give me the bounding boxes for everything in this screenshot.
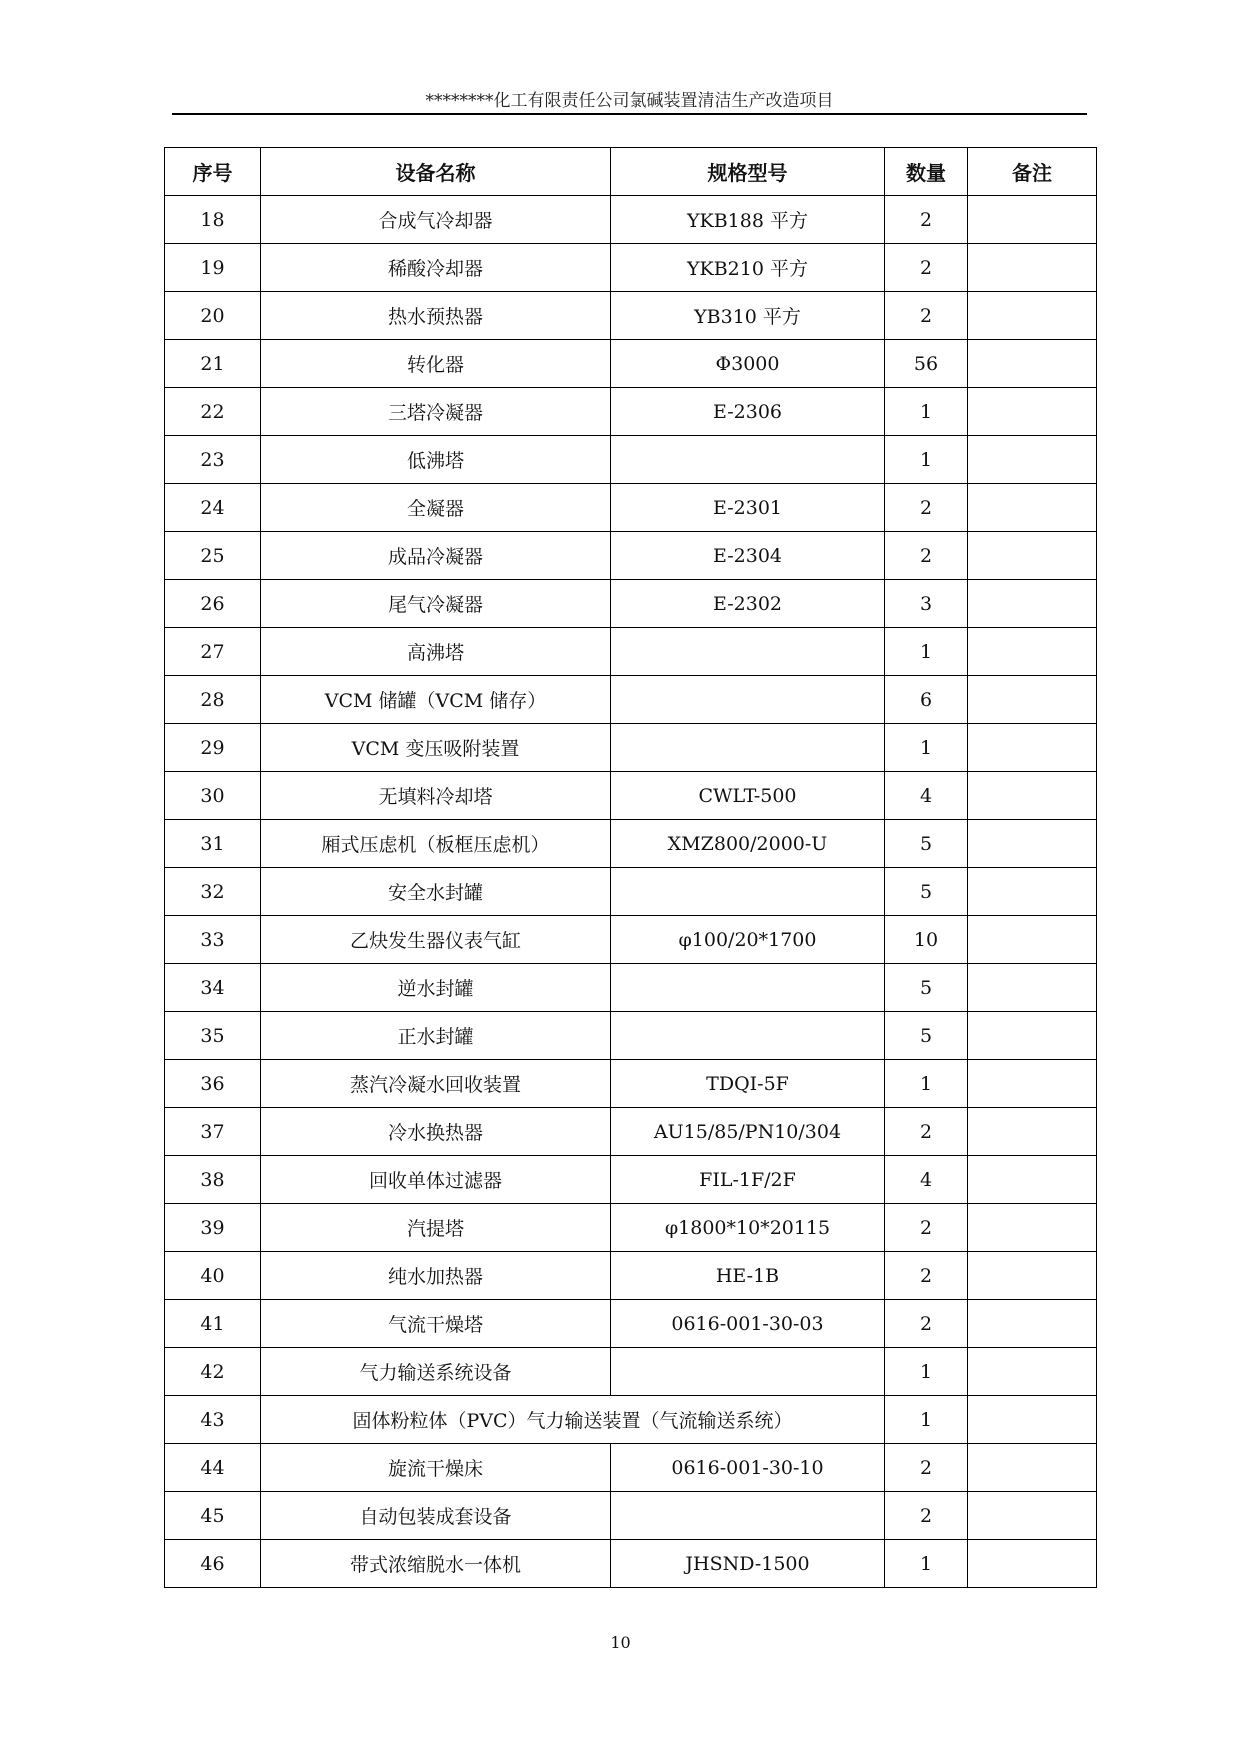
cell-no: 32 <box>165 868 261 916</box>
cell-spec: Φ3000 <box>611 340 885 388</box>
table-row <box>165 436 1097 484</box>
cell-qty: 1 <box>885 388 968 436</box>
cell-name: 安全水封罐 <box>261 868 611 916</box>
cell-spec <box>611 1492 885 1540</box>
cell-name: 固体粉粒体（PVC）气力输送装置（气流输送系统） <box>261 1396 885 1444</box>
cell-spec: YKB210 平方 <box>611 244 885 292</box>
cell-spec <box>611 1348 885 1396</box>
cell-spec: AU15/85/PN10/304 <box>611 1108 885 1156</box>
cell-name: 合成气冷却器 <box>261 196 611 244</box>
table-row <box>165 1204 1097 1252</box>
cell-note <box>968 1204 1097 1252</box>
cell-spec <box>611 964 885 1012</box>
cell-spec: φ100/20*1700 <box>611 916 885 964</box>
cell-spec: XMZ800/2000-U <box>611 820 885 868</box>
cell-no: 36 <box>165 1060 261 1108</box>
table-row <box>165 1348 1097 1396</box>
table-row <box>165 1396 1097 1444</box>
page-header-title: ********化工有限责任公司氯碱装置清洁生产改造项目 <box>425 91 834 111</box>
cell-note <box>968 724 1097 772</box>
cell-spec: CWLT-500 <box>611 772 885 820</box>
cell-spec: E-2306 <box>611 388 885 436</box>
cell-spec <box>611 436 885 484</box>
cell-spec: 0616-001-30-03 <box>611 1300 885 1348</box>
cell-name: 气力输送系统设备 <box>261 1348 611 1396</box>
table-row <box>165 964 1097 1012</box>
cell-name: VCM 变压吸附装置 <box>261 724 611 772</box>
column-header-no: 序号 <box>165 148 261 196</box>
cell-note <box>968 820 1097 868</box>
cell-no: 34 <box>165 964 261 1012</box>
cell-note <box>968 1060 1097 1108</box>
cell-no: 39 <box>165 1204 261 1252</box>
cell-qty: 1 <box>885 1540 968 1588</box>
cell-qty: 4 <box>885 1156 968 1204</box>
cell-name: 汽提塔 <box>261 1204 611 1252</box>
cell-note <box>968 1540 1097 1588</box>
cell-spec <box>611 676 885 724</box>
cell-no: 45 <box>165 1492 261 1540</box>
table-row <box>165 388 1097 436</box>
cell-qty: 5 <box>885 820 968 868</box>
cell-name: 蒸汽冷凝水回收装置 <box>261 1060 611 1108</box>
cell-spec: HE-1B <box>611 1252 885 1300</box>
cell-no: 24 <box>165 484 261 532</box>
cell-name: 厢式压虑机（板框压虑机） <box>261 820 611 868</box>
cell-qty: 5 <box>885 1012 968 1060</box>
table-row <box>165 820 1097 868</box>
cell-spec: E-2304 <box>611 532 885 580</box>
cell-note <box>968 1300 1097 1348</box>
table-row <box>165 1108 1097 1156</box>
cell-qty: 2 <box>885 244 968 292</box>
cell-qty: 1 <box>885 1396 968 1444</box>
cell-qty: 2 <box>885 292 968 340</box>
cell-note <box>968 244 1097 292</box>
cell-name: 逆水封罐 <box>261 964 611 1012</box>
table-body <box>165 196 1097 1588</box>
table-row <box>165 1540 1097 1588</box>
cell-name: 成品冷凝器 <box>261 532 611 580</box>
table-row <box>165 532 1097 580</box>
cell-qty: 4 <box>885 772 968 820</box>
page-number: 10 <box>610 1633 631 1652</box>
equipment-table <box>164 147 1097 1588</box>
cell-qty: 2 <box>885 484 968 532</box>
cell-no: 40 <box>165 1252 261 1300</box>
cell-no: 46 <box>165 1540 261 1588</box>
cell-note <box>968 1444 1097 1492</box>
cell-name: 乙炔发生器仪表气缸 <box>261 916 611 964</box>
cell-qty: 2 <box>885 1204 968 1252</box>
cell-name: 全凝器 <box>261 484 611 532</box>
cell-qty: 1 <box>885 1348 968 1396</box>
cell-name: 正水封罐 <box>261 1012 611 1060</box>
cell-no: 41 <box>165 1300 261 1348</box>
cell-no: 31 <box>165 820 261 868</box>
cell-no: 37 <box>165 1108 261 1156</box>
table-row <box>165 1060 1097 1108</box>
cell-qty: 2 <box>885 196 968 244</box>
cell-qty: 6 <box>885 676 968 724</box>
cell-no: 18 <box>165 196 261 244</box>
table-row <box>165 1492 1097 1540</box>
cell-name: 低沸塔 <box>261 436 611 484</box>
table-row <box>165 724 1097 772</box>
cell-note <box>968 1108 1097 1156</box>
cell-spec: YB310 平方 <box>611 292 885 340</box>
column-header-name: 设备名称 <box>261 148 611 196</box>
cell-spec: E-2302 <box>611 580 885 628</box>
cell-note <box>968 292 1097 340</box>
cell-spec: 0616-001-30-10 <box>611 1444 885 1492</box>
cell-note <box>968 1396 1097 1444</box>
cell-qty: 1 <box>885 436 968 484</box>
cell-qty: 2 <box>885 532 968 580</box>
cell-name: 带式浓缩脱水一体机 <box>261 1540 611 1588</box>
cell-qty: 1 <box>885 724 968 772</box>
table-header-row <box>165 148 1097 196</box>
column-header-qty: 数量 <box>885 148 968 196</box>
cell-spec: TDQI-5F <box>611 1060 885 1108</box>
cell-no: 19 <box>165 244 261 292</box>
header-rule <box>172 113 1087 115</box>
table-row <box>165 292 1097 340</box>
cell-no: 20 <box>165 292 261 340</box>
cell-no: 43 <box>165 1396 261 1444</box>
cell-qty: 2 <box>885 1300 968 1348</box>
cell-no: 35 <box>165 1012 261 1060</box>
table-row <box>165 676 1097 724</box>
cell-qty: 5 <box>885 964 968 1012</box>
cell-name: VCM 储罐（VCM 储存） <box>261 676 611 724</box>
cell-qty: 2 <box>885 1444 968 1492</box>
cell-no: 28 <box>165 676 261 724</box>
column-header-note: 备注 <box>968 148 1097 196</box>
cell-note <box>968 1012 1097 1060</box>
cell-no: 26 <box>165 580 261 628</box>
cell-spec: YKB188 平方 <box>611 196 885 244</box>
cell-name: 三塔冷凝器 <box>261 388 611 436</box>
cell-no: 25 <box>165 532 261 580</box>
table-row <box>165 196 1097 244</box>
cell-note <box>968 868 1097 916</box>
cell-qty: 1 <box>885 1060 968 1108</box>
cell-qty: 2 <box>885 1492 968 1540</box>
table-row <box>165 868 1097 916</box>
cell-note <box>968 1492 1097 1540</box>
cell-qty: 1 <box>885 628 968 676</box>
table-row <box>165 484 1097 532</box>
cell-no: 42 <box>165 1348 261 1396</box>
cell-no: 22 <box>165 388 261 436</box>
cell-note <box>968 772 1097 820</box>
cell-name: 回收单体过滤器 <box>261 1156 611 1204</box>
cell-qty: 2 <box>885 1252 968 1300</box>
cell-name: 气流干燥塔 <box>261 1300 611 1348</box>
cell-spec: JHSND-1500 <box>611 1540 885 1588</box>
cell-spec <box>611 724 885 772</box>
cell-name: 旋流干燥床 <box>261 1444 611 1492</box>
cell-qty: 10 <box>885 916 968 964</box>
cell-note <box>968 964 1097 1012</box>
cell-spec <box>611 1012 885 1060</box>
cell-note <box>968 628 1097 676</box>
cell-spec: FIL-1F/2F <box>611 1156 885 1204</box>
cell-note <box>968 1156 1097 1204</box>
table-row <box>165 1300 1097 1348</box>
cell-no: 33 <box>165 916 261 964</box>
cell-name: 冷水换热器 <box>261 1108 611 1156</box>
cell-qty: 3 <box>885 580 968 628</box>
cell-qty: 5 <box>885 868 968 916</box>
cell-name: 自动包装成套设备 <box>261 1492 611 1540</box>
cell-note <box>968 388 1097 436</box>
cell-note <box>968 1348 1097 1396</box>
cell-name: 纯水加热器 <box>261 1252 611 1300</box>
cell-name: 热水预热器 <box>261 292 611 340</box>
cell-name: 转化器 <box>261 340 611 388</box>
cell-note <box>968 196 1097 244</box>
cell-note <box>968 484 1097 532</box>
cell-note <box>968 916 1097 964</box>
cell-note <box>968 532 1097 580</box>
cell-spec <box>611 868 885 916</box>
table-row <box>165 1012 1097 1060</box>
table-row <box>165 580 1097 628</box>
table-row <box>165 1252 1097 1300</box>
cell-spec: E-2301 <box>611 484 885 532</box>
cell-no: 44 <box>165 1444 261 1492</box>
table-row <box>165 340 1097 388</box>
cell-note <box>968 676 1097 724</box>
cell-spec: φ1800*10*20115 <box>611 1204 885 1252</box>
cell-qty: 56 <box>885 340 968 388</box>
cell-name: 高沸塔 <box>261 628 611 676</box>
cell-no: 23 <box>165 436 261 484</box>
cell-no: 29 <box>165 724 261 772</box>
cell-name: 无填料冷却塔 <box>261 772 611 820</box>
cell-note <box>968 580 1097 628</box>
cell-qty: 2 <box>885 1108 968 1156</box>
table-row <box>165 772 1097 820</box>
cell-no: 27 <box>165 628 261 676</box>
cell-note <box>968 340 1097 388</box>
cell-no: 21 <box>165 340 261 388</box>
cell-name: 稀酸冷却器 <box>261 244 611 292</box>
table-row <box>165 244 1097 292</box>
column-header-spec: 规格型号 <box>611 148 885 196</box>
cell-name: 尾气冷凝器 <box>261 580 611 628</box>
cell-no: 38 <box>165 1156 261 1204</box>
table-row <box>165 1156 1097 1204</box>
table-row <box>165 916 1097 964</box>
table-row <box>165 1444 1097 1492</box>
cell-no: 30 <box>165 772 261 820</box>
table-row <box>165 628 1097 676</box>
cell-note <box>968 436 1097 484</box>
cell-note <box>968 1252 1097 1300</box>
cell-spec <box>611 628 885 676</box>
